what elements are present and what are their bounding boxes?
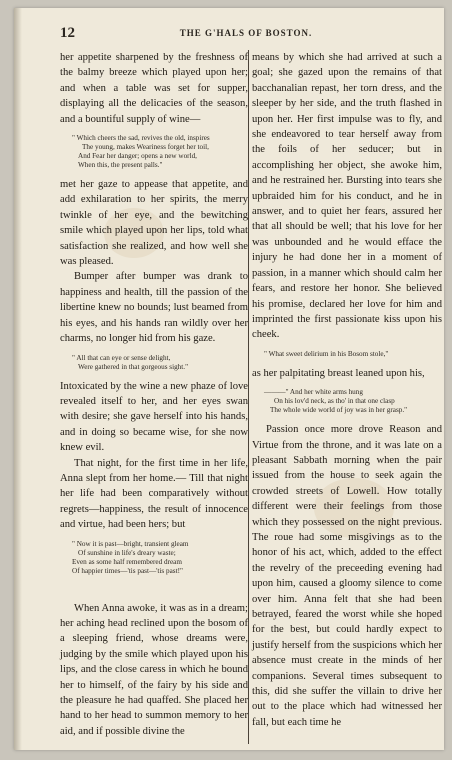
- verse-line: ———" And her white arms hung: [264, 388, 363, 397]
- verse-quote: [72, 540, 248, 576]
- verse-line: " What sweet delirium in his Bosom stole,": [264, 349, 389, 358]
- paragraph: That night, for the first time in her life, Anna slept from her home.— Till that night her life had been comparatively without regrets—happiness, the result of innocence and virtue, had been hers; but: [60, 457, 248, 531]
- book-page: [14, 8, 444, 750]
- verse-line: And Fear her danger; opens a new world,: [78, 152, 197, 161]
- paragraph: Passion once more drove Reason and Virtue from the throne, and it was late on a pleasant Sabbath morning when the pair issued from the house to seek again the crowded streets of Lowell. How totally different were their feelings from those which they possessed on the night previous. The roue had some misgivings as to the honor of his act, which, added to the effect the revelry of the preceeding evening had upon him, caused a gloomy silence to come over him. Anna felt that she had been betrayed, feared the worst while she hoped for the best, but could hardly expect to justify herself from the suspicions which her absence must create in the minds of her companions. Several times subsequent to this, did she suffer the villain to drive her out to the place which had witnessed her fall, but each time he: [252, 424, 442, 728]
- verse-line: The young, makes Weariness forget her toil,: [82, 143, 209, 152]
- page-gutter-shadow: [14, 8, 22, 750]
- verse-quote: [264, 350, 442, 359]
- verse-line: Even as some half remembered dream: [72, 557, 182, 566]
- verse-line: Were gathered in that gorgeous sight.": [78, 362, 189, 371]
- verse-line: " Which cheers the sad, revives the old, inspires: [72, 134, 210, 143]
- page-header: [60, 25, 432, 42]
- verse-line: Of sunshine in life's dreary waste;: [78, 548, 176, 557]
- column-divider: [248, 50, 249, 744]
- verse-line: The whole wide world of joy was in her grasp.": [270, 406, 408, 415]
- running-head: THE G'HALS OF BOSTON.: [179, 28, 313, 38]
- left-column: [60, 50, 248, 739]
- verse-quote: [72, 134, 248, 170]
- paragraph: means by which she had arrived at such a goal; she gazed upon the remains of that bacchanalian repast, her torn dress, and the sleeper by her side, and the truth flashed in upon her. Her first impulse was to fly, and she endeavored to tear herself away from the foils of her seducer; but in accomplishing her object, she awoke him, and he restrained her. Bursting into tears she upbraided him for his conduct, and he in answer, and to quiet her fears, assured her that all should be well; that his love for her was unbounded and he would efface the injury he had done her in a moment of passion, in a manner which should calm her fears, and restore her honor. She believed his promise, declared her love for him and imprinted the first passionate kiss upon his cheek.: [252, 52, 442, 341]
- verse-quote: [72, 354, 248, 372]
- paragraph: When Anna awoke, it was as in a dream; her aching head reclined upon the bosom of a sleeping friend, whose dreams were, judging by the smile which played upon his lips, and the close caress in which he bound her to himself, of the fairy by his side and the pleasure he had quaffed. She placed her hand to her head to summon memory to her aid, and if possible divine the: [60, 602, 248, 737]
- verse-line: " All that can eye or sense delight,: [72, 353, 171, 362]
- right-column: [252, 50, 442, 730]
- paragraph: Intoxicated by the wine a new phaze of love revealed itself to her, and her eyes swan with desire; she gave herself into his hands, and in doing so became wise, for she now knew evil.: [60, 380, 248, 454]
- paragraph: Bumper after bumper was drank to happiness and health, till the passion of the libertine knew no bounds; lust beamed from his eyes, and his hands ran wildly over her charms, no longer hid from his gaze.: [60, 271, 248, 345]
- page-number: 12: [60, 25, 75, 41]
- paragraph: her appetite sharpened by the freshness of the balmy breeze which played upon her; and when a table was set for supper, displaying all the delicacies of the season, and a bountiful supply of wine—: [60, 52, 248, 125]
- verse-line: " Now it is past—bright, transient gleam: [72, 539, 189, 548]
- paragraph: met her gaze to appease that appetite, and add exhilaration to her spirits, the merry twinkle of her eye, and the bewitching smile which played upon her lips, told what satisfaction she realized, and how well she was pleased.: [60, 179, 248, 268]
- paragraph: as her palpitating breast leaned upon his,: [252, 367, 425, 379]
- verse-line: When this, the present palls.": [78, 161, 163, 170]
- verse-line: On his lov'd neck, as tho' in that one clasp: [274, 397, 395, 406]
- verse-quote: [264, 388, 442, 415]
- verse-line: Of happier times—'tis past—'tis past!": [72, 566, 183, 575]
